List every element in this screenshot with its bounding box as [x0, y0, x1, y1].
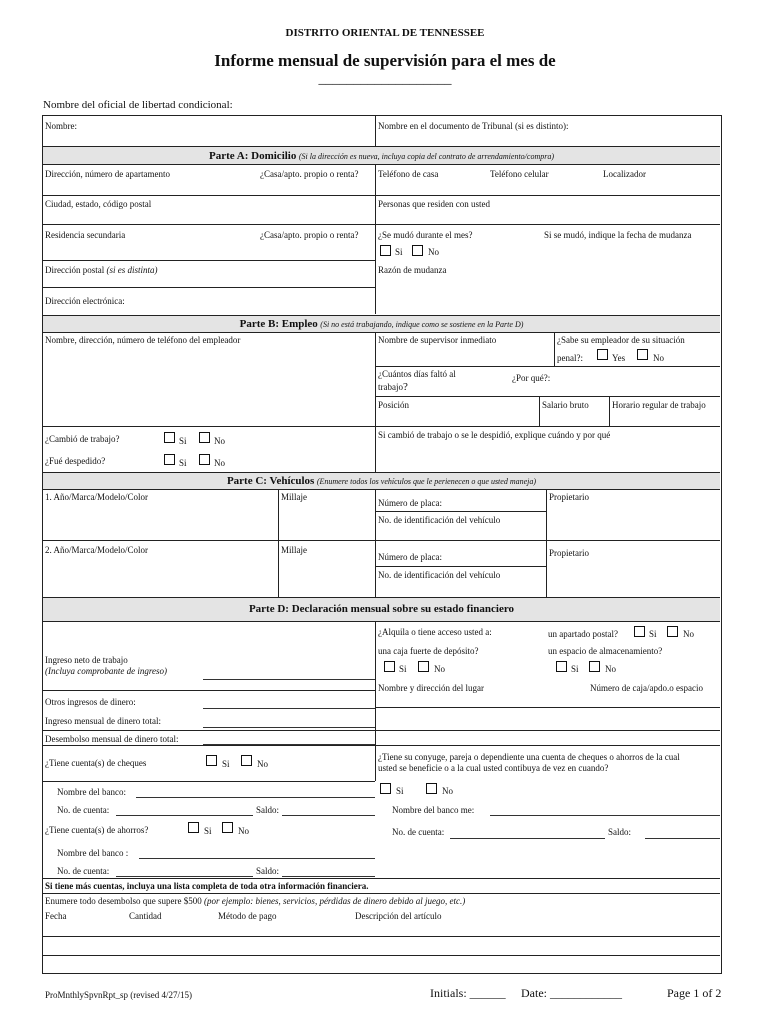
- knows-no-label: No: [653, 353, 664, 363]
- spouse-balance-label: Saldo:: [608, 827, 632, 837]
- spouse-account-number-label: No. de cuenta:: [392, 827, 445, 837]
- moved-no-checkbox[interactable]: [412, 245, 423, 256]
- part-a-note: (Si la dirección es nueva, incluya copia del contrato de arrendamiento/compra): [298, 152, 554, 161]
- col-quantity-header: Cantidad: [129, 911, 162, 921]
- changed-job-question: ¿Cambió de trabajo?: [45, 434, 120, 444]
- moved-question: ¿Se mudó durante el mes?: [378, 230, 473, 240]
- bank-name-2-line[interactable]: [139, 858, 375, 859]
- bank-name-me-label: Nombre del banco me:: [392, 805, 475, 815]
- savings-no-checkbox[interactable]: [222, 822, 233, 833]
- knows-yes-checkbox[interactable]: [597, 349, 608, 360]
- spouse-yes-label: Si: [396, 786, 404, 796]
- date-field[interactable]: Date: ____________: [521, 986, 622, 1000]
- employer-knows-question-2: penal?:: [557, 353, 583, 363]
- fired-question: ¿Fué despedido?: [45, 456, 106, 466]
- why-field[interactable]: ¿Por qué?:: [512, 373, 551, 383]
- safe-box-yes-checkbox[interactable]: [384, 661, 395, 672]
- po-box-no-label: No: [683, 629, 694, 639]
- part-d-title: Parte D: Declaración mensual sobre su estado financiero: [248, 603, 515, 615]
- monthly-income-line[interactable]: [203, 727, 375, 728]
- schedule-field[interactable]: Horario regular de trabajo: [612, 400, 706, 410]
- savings-question: ¿Tiene cuenta(s) de ahorros?: [45, 825, 149, 835]
- days-missed-label-2: trabajo: [378, 382, 403, 392]
- cell-phone-field[interactable]: Teléfono celular: [490, 169, 549, 179]
- expense-instruction-note: (por ejemplo: bienes, servicios, pérdidas de dinero debido al juego, etc.): [203, 896, 466, 906]
- account-number-2-line[interactable]: [116, 876, 253, 877]
- safe-box-yes-label: Si: [399, 664, 407, 674]
- bank-name-label: Nombre del banco:: [57, 787, 126, 797]
- other-income-line[interactable]: [203, 708, 375, 709]
- col-method-header: Método de pago: [218, 911, 277, 921]
- initials-field[interactable]: Initials: ______: [430, 986, 506, 1000]
- savings-yes-label: Si: [204, 826, 212, 836]
- place-field[interactable]: Nombre y dirección del lugar: [378, 683, 484, 693]
- checking-yes-checkbox[interactable]: [206, 755, 217, 766]
- bank-name-2-label: Nombre del banco :: [57, 848, 129, 858]
- monthly-outflow-line[interactable]: [203, 744, 375, 745]
- employer-knows-question: ¿Sabe su empleador de su situación: [557, 335, 685, 345]
- changed-no-label: No: [214, 436, 225, 446]
- po-box-yes-label: Si: [649, 629, 657, 639]
- savings-yes-checkbox[interactable]: [188, 822, 199, 833]
- other-income-label: Otros ingresos de dinero:: [45, 697, 136, 707]
- officer-label: Nombre del oficial de libertad condicional:: [43, 99, 233, 111]
- part-a-header: [43, 146, 720, 165]
- checking-no-label: No: [257, 759, 268, 769]
- knows-yes-label: Yes: [612, 353, 626, 363]
- locator-field[interactable]: Localizador: [603, 169, 646, 179]
- vehicle-2-owner-field[interactable]: Propietario: [549, 548, 589, 558]
- residents-field[interactable]: Personas que residen con usted: [378, 199, 490, 209]
- moved-no-label: No: [428, 247, 439, 257]
- net-income-note: (Incluya comprobante de ingreso): [45, 666, 168, 676]
- safe-box-question: una caja fuerte de depósito?: [378, 646, 479, 656]
- expense-row-line-2[interactable]: [43, 955, 720, 956]
- days-missed-qmark: ?: [403, 381, 408, 393]
- net-income-line[interactable]: [203, 679, 375, 680]
- page-number: Page 1 of 2: [667, 986, 722, 1000]
- salary-field[interactable]: Salario bruto: [542, 400, 589, 410]
- address-field[interactable]: Dirección, número de apartamento: [45, 169, 170, 179]
- vehicle-1-owner-field[interactable]: Propietario: [549, 492, 589, 502]
- month-blank[interactable]: ___________________: [318, 72, 452, 87]
- expense-instruction-label: Enumere todo desembolso que supere $500: [45, 896, 202, 906]
- storage-no-checkbox[interactable]: [589, 661, 600, 672]
- postal-address-label: Dirección postal: [45, 265, 105, 275]
- part-b-note: (Si no está trabajando, indique como se sostiene en la Parte D): [320, 320, 524, 329]
- home-phone-field[interactable]: Teléfono de casa: [378, 169, 439, 179]
- spouse-no-label: No: [442, 786, 453, 796]
- part-a-title: Parte A: Domicilio: [209, 150, 297, 162]
- own-rent-field[interactable]: ¿Casa/apto. propio o renta?: [260, 169, 359, 179]
- form-id: ProMnthlySpvnRpt_sp (revised 4/27/15): [45, 990, 193, 1000]
- rent-access-question: ¿Alquila o tiene acceso usted a:: [378, 627, 492, 637]
- supervisor-field[interactable]: Nombre de supervisor inmediato: [378, 335, 497, 345]
- own-rent-2-field[interactable]: ¿Casa/apto. propio o renta?: [260, 230, 359, 240]
- balance-label: Saldo:: [256, 805, 280, 815]
- vehicle-2-field[interactable]: 2. Año/Marca/Modelo/Color: [45, 545, 148, 555]
- position-field[interactable]: Posición: [378, 400, 410, 410]
- box-number-field[interactable]: Número de caja/apdo.o espacio: [590, 683, 703, 693]
- move-reason-field[interactable]: Razón de mudanza: [378, 265, 447, 275]
- storage-yes-checkbox[interactable]: [556, 661, 567, 672]
- spouse-yes-checkbox[interactable]: [380, 783, 391, 794]
- fired-no-checkbox[interactable]: [199, 454, 210, 465]
- days-missed-field[interactable]: ¿Cuántos días faltó al: [378, 369, 456, 379]
- vehicle-1-plate-field[interactable]: Número de placa:: [378, 498, 442, 508]
- email-field[interactable]: Dirección electrónica:: [45, 296, 125, 306]
- more-accounts-note: Si tiene más cuentas, incluya una lista completa de toda otra información financiera.: [45, 881, 369, 891]
- changed-yes-checkbox[interactable]: [164, 432, 175, 443]
- po-box-yes-checkbox[interactable]: [634, 626, 645, 637]
- postal-address-field[interactable]: [45, 265, 157, 276]
- page-title: Informe mensual de supervisión para el mes de: [214, 51, 556, 70]
- changed-yes-label: Si: [179, 436, 187, 446]
- checking-yes-label: Si: [222, 759, 230, 769]
- secondary-residence-field[interactable]: Residencia secundaria: [45, 230, 126, 240]
- storage-question: un espacio de almacenamiento?: [548, 646, 663, 656]
- savings-no-label: No: [238, 826, 249, 836]
- move-date-field[interactable]: Si se mudó, indique la fecha de mudanza: [544, 230, 692, 240]
- part-b-title: Parte B: Empleo: [239, 318, 318, 330]
- city-field[interactable]: Ciudad, estado, código postal: [45, 199, 152, 209]
- net-income-label: Ingreso neto de trabajo: [45, 655, 128, 665]
- spouse-account-question: ¿Tiene su conyuge, pareja o dependiente una cuenta de cheques o ahorros de la cual: [378, 752, 680, 762]
- part-b-header: [43, 315, 720, 333]
- court-name-field[interactable]: Nombre en el documento de Tribunal (si es distinto):: [378, 121, 569, 131]
- balance-line[interactable]: [282, 815, 375, 816]
- bank-name-me-line[interactable]: [490, 815, 720, 816]
- checking-question: ¿Tiene cuenta(s) de cheques: [45, 758, 147, 768]
- po-box-no-checkbox[interactable]: [667, 626, 678, 637]
- col-date-header: Fecha: [45, 911, 67, 921]
- employer-field[interactable]: Nombre, dirección, número de teléfono del empleador: [45, 335, 241, 345]
- col-description-header: Descripción del artículo: [355, 911, 442, 921]
- vehicle-2-plate-field[interactable]: Número de placa:: [378, 552, 442, 562]
- vehicle-1-vin-field[interactable]: No. de identificación del vehículo: [378, 515, 501, 525]
- spouse-balance-line[interactable]: [645, 838, 720, 839]
- balance-2-line[interactable]: [282, 876, 375, 877]
- safe-box-no-label: No: [434, 664, 445, 674]
- balance-2-label: Saldo:: [256, 866, 280, 876]
- account-number-line[interactable]: [116, 815, 253, 816]
- safe-box-no-checkbox[interactable]: [418, 661, 429, 672]
- monthly-income-label: Ingreso mensual de dinero total:: [45, 716, 161, 726]
- part-c-header: [43, 472, 720, 490]
- storage-no-label: No: [605, 664, 616, 674]
- storage-yes-label: Si: [571, 664, 579, 674]
- name-field[interactable]: Nombre:: [45, 121, 77, 131]
- fired-yes-label: Si: [179, 458, 187, 468]
- spouse-account-number-line[interactable]: [450, 838, 605, 839]
- account-number-2-label: No. de cuenta:: [57, 866, 110, 876]
- postal-address-note: (si es distinta): [106, 265, 158, 275]
- fired-yes-checkbox[interactable]: [164, 454, 175, 465]
- po-box-question: un apartado postal?: [548, 629, 618, 639]
- spouse-account-question-2: usted se beneficie o a la cual usted contibuya de vez en cuando?: [378, 763, 609, 773]
- part-d-header: [43, 597, 720, 622]
- explain-field[interactable]: Si cambió de trabajo o se le despidió, explique cuándo y por qué: [378, 430, 611, 440]
- days-missed-field-2: [378, 382, 408, 393]
- expense-instruction: [45, 896, 465, 907]
- changed-no-checkbox[interactable]: [199, 432, 210, 443]
- fired-no-label: No: [214, 458, 225, 468]
- vehicle-1-field[interactable]: 1. Año/Marca/Modelo/Color: [45, 492, 148, 502]
- part-c-note: (Enumere todos los vehículos que le perienecen o que usted maneja): [316, 477, 537, 486]
- part-c-title: Parte C: Vehículos: [226, 475, 315, 487]
- spouse-no-checkbox[interactable]: [426, 783, 437, 794]
- bank-name-line[interactable]: [136, 797, 375, 798]
- checking-no-checkbox[interactable]: [241, 755, 252, 766]
- expense-row-line-1[interactable]: [43, 936, 720, 937]
- moved-yes-checkbox[interactable]: [380, 245, 391, 256]
- vehicle-1-mileage-field[interactable]: Millaje: [281, 492, 307, 502]
- moved-yes-label: Si: [395, 247, 403, 257]
- vehicle-2-vin-field[interactable]: No. de identificación del vehículo: [378, 570, 501, 580]
- vehicle-2-mileage-field[interactable]: Millaje: [281, 545, 307, 555]
- account-number-label: No. de cuenta:: [57, 805, 110, 815]
- district-heading: DISTRITO ORIENTAL DE TENNESSEE: [285, 27, 485, 39]
- monthly-outflow-label: Desembolso mensual de dinero total:: [45, 734, 179, 744]
- knows-no-checkbox[interactable]: [637, 349, 648, 360]
